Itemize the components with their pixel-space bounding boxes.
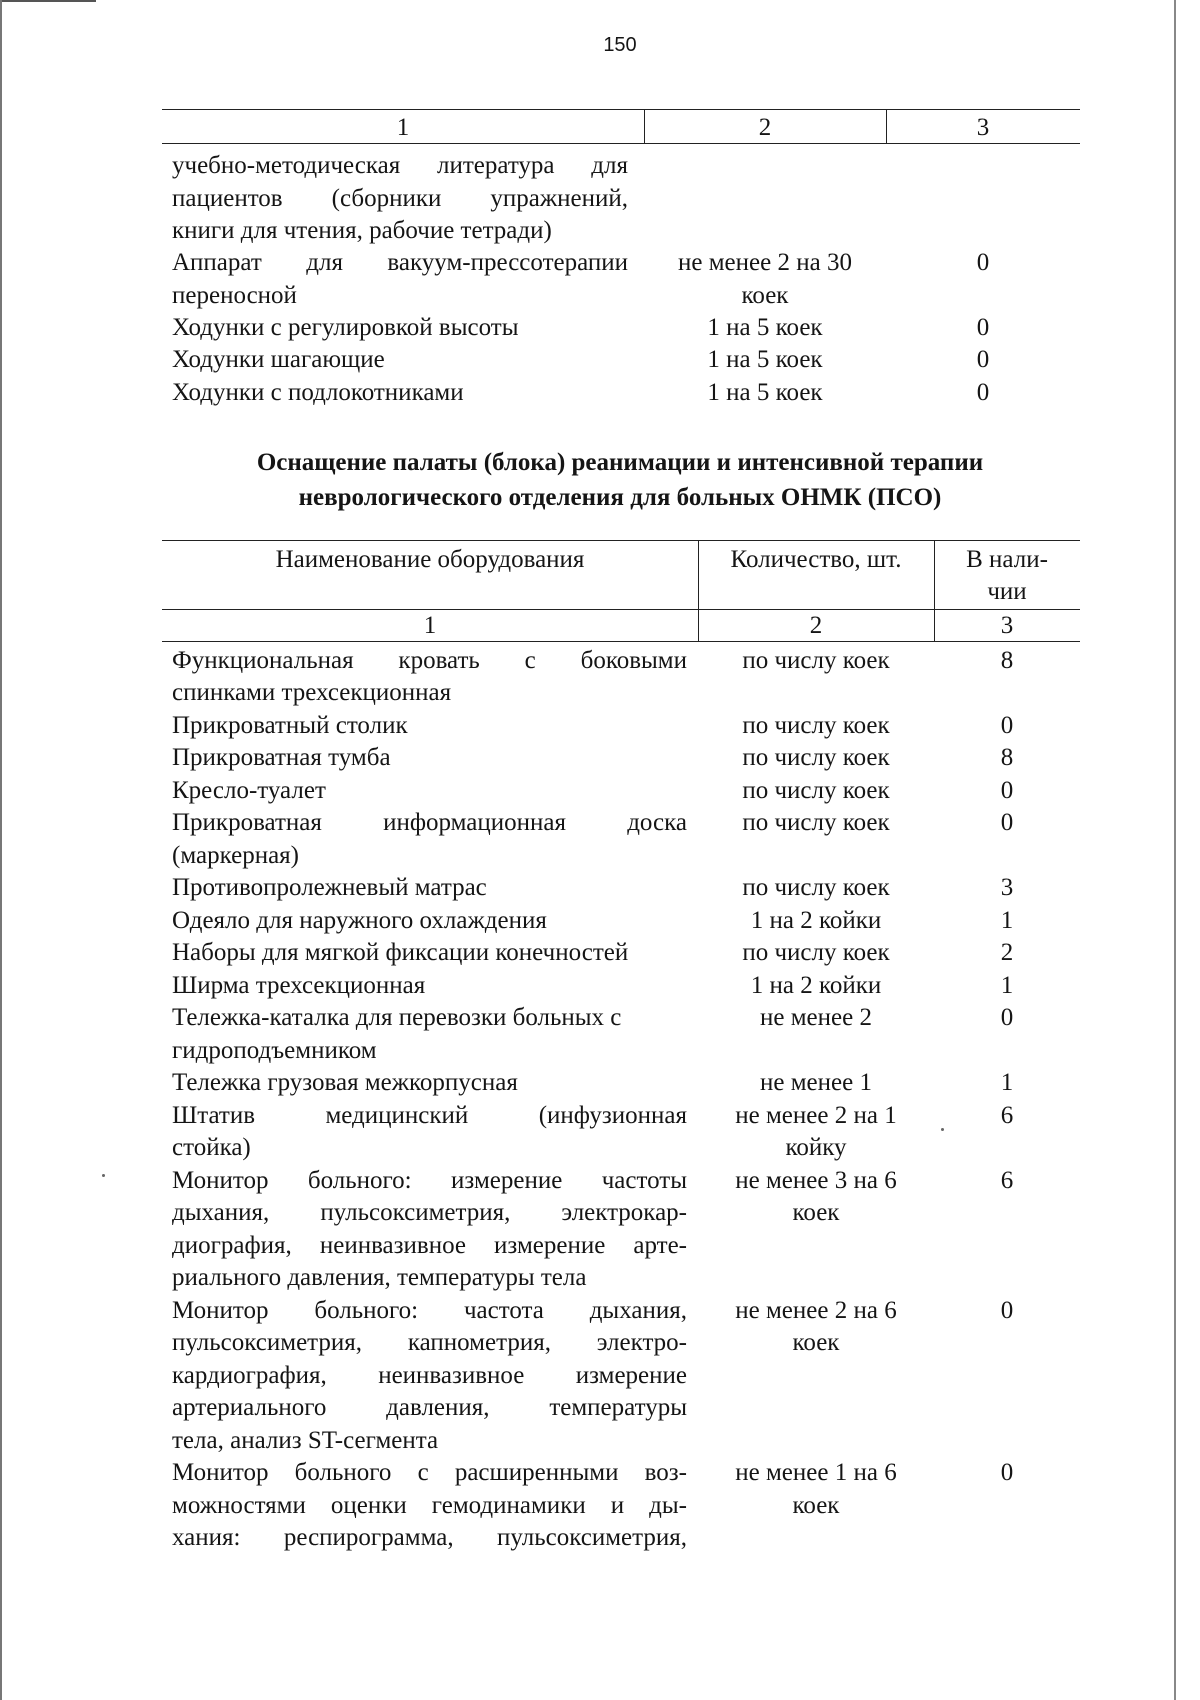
section-heading-line: неврологического отделения для больных ОНМК (ПСО) <box>298 484 942 511</box>
item-name-line: Монитор больного: измерение частоты <box>172 1167 687 1194</box>
table1-top-rule <box>162 109 1080 110</box>
availability-value: 8 <box>1000 647 1014 674</box>
item-name-line: спинками трехсекционная <box>172 679 452 706</box>
column-number: 2 <box>809 612 823 639</box>
item-name-line: хания: респирограмма, пульсоксиметрия, <box>172 1524 687 1551</box>
item-name-line: можностями оценки гемодинамики и ды- <box>172 1492 687 1519</box>
column-number: 1 <box>423 612 437 639</box>
availability-value: 0 <box>976 346 990 373</box>
item-name-line: риального давления, температуры тела <box>172 1264 587 1291</box>
availability-value: 0 <box>1000 712 1014 739</box>
item-name-line: Ходунки шагающие <box>172 346 385 373</box>
quantity-line: 1 на 5 коек <box>707 379 823 406</box>
item-name-line: пациентов (сборники упражнений, <box>172 185 628 212</box>
quantity-line: 1 на 2 койки <box>750 907 882 934</box>
item-name-line: Функциональная кровать с боковыми <box>172 647 687 674</box>
item-name-line: Аппарат для вакуум-прессотерапии <box>172 249 628 276</box>
quantity-line: по числу коек <box>742 647 890 674</box>
item-name-line: гидроподъемником <box>172 1037 377 1064</box>
item-name-line: книги для чтения, рабочие тетради) <box>172 217 552 244</box>
availability-value: 8 <box>1000 744 1014 771</box>
item-name-line: Прикроватная тумба <box>172 744 391 771</box>
item-name-line: Ходунки с регулировкой высоты <box>172 314 519 341</box>
item-name-line: диография, неинвазивное измерение арте- <box>172 1232 687 1259</box>
page-number: 150 <box>603 34 637 56</box>
scan-speck <box>102 1174 105 1177</box>
availability-value: 0 <box>976 249 990 276</box>
scan-speck <box>941 1128 944 1131</box>
item-name-line: Прикроватный столик <box>172 712 408 739</box>
availability-value: 1 <box>1000 907 1014 934</box>
section-heading-line: Оснащение палаты (блока) реанимации и интенсивной терапии <box>256 449 984 476</box>
item-name-line: кардиография, неинвазивное измерение <box>172 1362 687 1389</box>
scan-edge-right <box>1174 0 1176 1700</box>
header-equipment-name: Наименование оборудования <box>275 546 585 573</box>
availability-value: 0 <box>1000 777 1014 804</box>
item-name-line: переносной <box>172 282 297 309</box>
item-name-line: Тележка грузовая межкорпусная <box>172 1069 518 1096</box>
availability-value: 3 <box>1000 874 1014 901</box>
column-number: 3 <box>1000 612 1014 639</box>
item-name-line: Тележка-каталка для перевозки больных с <box>172 1004 622 1031</box>
availability-value: 0 <box>1000 1459 1014 1486</box>
quantity-line: не менее 2 на 1 <box>735 1102 897 1129</box>
column-number: 3 <box>976 114 990 141</box>
item-name-line: пульсоксиметрия, капнометрия, электро- <box>172 1329 687 1356</box>
item-name-line: Прикроватная информационная доска <box>172 809 687 836</box>
availability-value: 0 <box>1000 809 1014 836</box>
item-name-line: тела, анализ ST-сегмента <box>172 1427 439 1454</box>
column-number: 1 <box>396 114 410 141</box>
item-name-line: Противопролежневый матрас <box>172 874 487 901</box>
quantity-line: коек <box>792 1199 840 1226</box>
quantity-line: не менее 1 <box>760 1069 872 1096</box>
availability-value: 0 <box>1000 1297 1014 1324</box>
table2-top-rule <box>162 540 1080 541</box>
quantity-line: 1 на 5 коек <box>707 346 823 373</box>
quantity-line: не менее 3 на 6 <box>735 1167 897 1194</box>
header-availability-line: В нали- <box>966 546 1048 573</box>
item-name-line: Ходунки с подлокотниками <box>172 379 464 406</box>
quantity-line: 1 на 2 койки <box>750 972 882 999</box>
availability-value: 0 <box>976 314 990 341</box>
item-name-line: Монитор больного: частота дыхания, <box>172 1297 687 1324</box>
item-name-line: артериального давления, температуры <box>172 1394 687 1421</box>
item-name-line: Кресло-туалет <box>172 777 326 804</box>
availability-value: 0 <box>1000 1004 1014 1031</box>
quantity-line: по числу коек <box>742 744 890 771</box>
quantity-line: не менее 2 на 6 <box>735 1297 897 1324</box>
quantity-line: 1 на 5 коек <box>707 314 823 341</box>
item-name-line: Штатив медицинский (инфузионная <box>172 1102 687 1129</box>
item-name-line: стойка) <box>172 1134 251 1161</box>
quantity-line: по числу коек <box>742 712 890 739</box>
quantity-line: койку <box>785 1134 847 1161</box>
header-availability-line: чии <box>987 578 1027 605</box>
item-name-line: Наборы для мягкой фиксации конечностей <box>172 939 629 966</box>
header-quantity: Количество, шт. <box>730 546 902 573</box>
scan-edge-left <box>0 0 2 1700</box>
item-name-line: (маркерная) <box>172 842 299 869</box>
quantity-line: коек <box>792 1492 840 1519</box>
item-name-line: Монитор больного с расширенными воз- <box>172 1459 687 1486</box>
column-number: 2 <box>758 114 772 141</box>
item-name-line: Ширма трехсекционная <box>172 972 426 999</box>
availability-value: 0 <box>976 379 990 406</box>
scan-edge-top <box>0 0 96 2</box>
item-name-line: Одеяло для наружного охлаждения <box>172 907 547 934</box>
quantity-line: по числу коек <box>742 874 890 901</box>
availability-value: 6 <box>1000 1167 1014 1194</box>
availability-value: 6 <box>1000 1102 1014 1129</box>
availability-value: 2 <box>1000 939 1014 966</box>
availability-value: 1 <box>1000 1069 1014 1096</box>
quantity-line: по числу коек <box>742 777 890 804</box>
quantity-line: по числу коек <box>742 939 890 966</box>
availability-value: 1 <box>1000 972 1014 999</box>
quantity-line: по числу коек <box>742 809 890 836</box>
quantity-line: не менее 2 на 30 <box>678 249 852 276</box>
item-name-line: учебно-методическая литература для <box>172 152 628 179</box>
section-heading <box>160 445 1080 515</box>
item-name-line: дыхания, пульсоксиметрия, электрокар- <box>172 1199 687 1226</box>
quantity-line: коек <box>792 1329 840 1356</box>
quantity-line: не менее 2 <box>760 1004 872 1031</box>
quantity-line: не менее 1 на 6 <box>735 1459 897 1486</box>
quantity-line: коек <box>741 282 789 309</box>
